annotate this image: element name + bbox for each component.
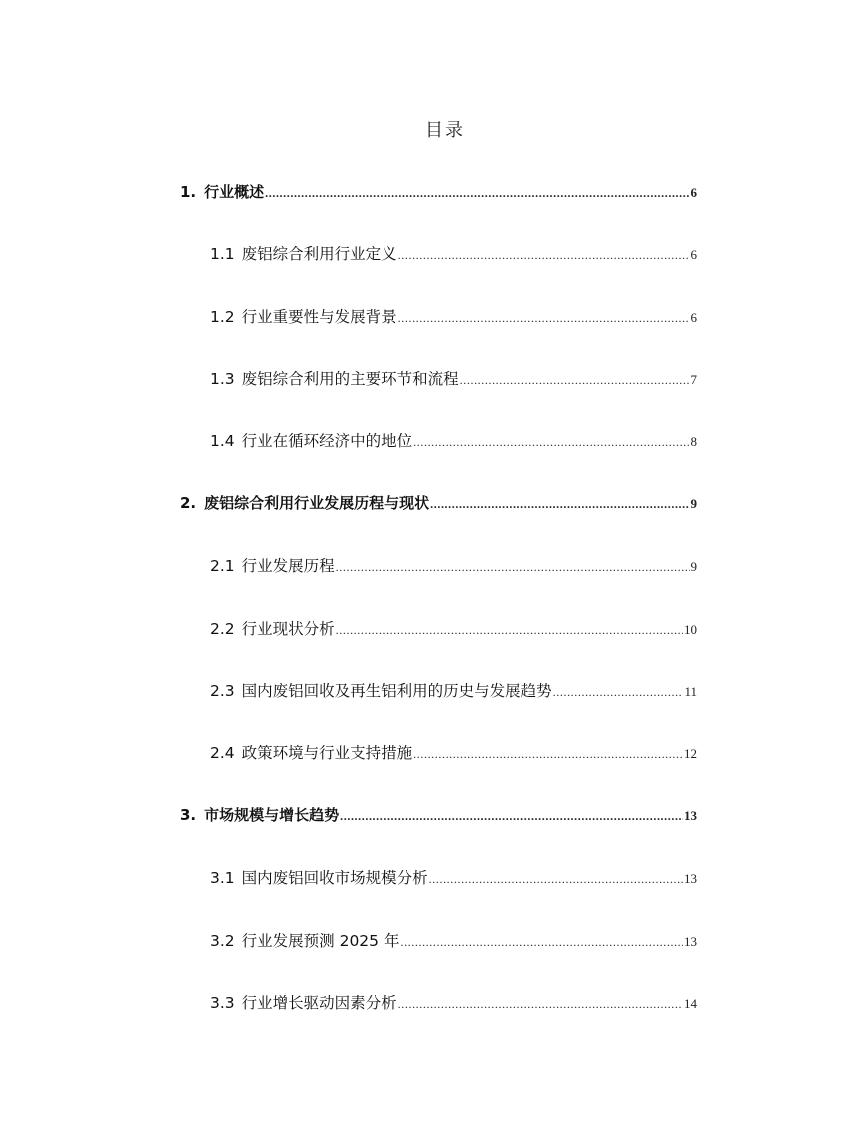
toc-entry-page: 13 — [684, 871, 697, 886]
toc-entry-2-1[interactable] — [210, 554, 697, 578]
toc-entry-label: 行业发展历程 — [241, 557, 335, 575]
toc-entry-page: 7 — [690, 372, 697, 387]
toc-entry-number: 2.3 — [210, 682, 235, 700]
toc-entry-label: 行业发展预测 2025 年 — [241, 932, 400, 950]
toc-entry-1-3[interactable] — [210, 367, 697, 391]
dot-leader — [400, 930, 683, 954]
toc-entry-number: 3.3 — [210, 994, 235, 1012]
toc-entry-label: 国内废铝回收市场规模分析 — [241, 869, 428, 887]
toc-entry-label: 废铝综合利用行业定义 — [241, 245, 397, 263]
toc-entry-page: 6 — [690, 310, 697, 325]
toc-entry-label: 废铝综合利用的主要环节和流程 — [241, 370, 459, 388]
toc-entry-number: 3. — [180, 806, 197, 824]
toc-entry-number: 1.3 — [210, 370, 235, 388]
toc-entry-label: 行业现状分析 — [241, 620, 335, 638]
toc-entry-number: 1.4 — [210, 432, 235, 450]
dot-leader — [340, 804, 683, 828]
dot-leader — [553, 680, 684, 704]
dot-leader — [413, 430, 689, 454]
toc-entry-label: 行业在循环经济中的地位 — [241, 432, 413, 450]
toc-entry-label: 行业重要性与发展背景 — [241, 308, 397, 326]
toc-entry-2[interactable] — [180, 491, 697, 515]
toc-entry-page: 6 — [690, 185, 697, 200]
dot-leader — [398, 992, 683, 1016]
toc-entry-2-2[interactable] — [210, 617, 697, 641]
toc-entry-number: 2. — [180, 494, 197, 512]
toc-entry-page: 10 — [684, 622, 697, 637]
toc-entry-label: 政策环境与行业支持措施 — [241, 744, 413, 762]
toc-entry-3-3[interactable] — [210, 991, 697, 1015]
toc-entry-number: 1.1 — [210, 245, 235, 263]
toc-entry-page: 8 — [690, 434, 697, 449]
toc-entry-number: 2.1 — [210, 557, 235, 575]
toc-entry-2-4[interactable] — [210, 741, 697, 765]
toc-entry-label: 行业概述 — [204, 183, 265, 201]
toc-entry-1-2[interactable] — [210, 305, 697, 329]
toc-entry-label: 行业增长驱动因素分析 — [241, 994, 397, 1012]
dot-leader — [429, 867, 683, 891]
toc-entry-3-2[interactable] — [210, 929, 697, 953]
dot-leader — [336, 618, 683, 642]
toc-entry-1[interactable] — [180, 180, 697, 204]
dot-leader — [413, 742, 683, 766]
toc-entry-page: 9 — [690, 559, 697, 574]
toc-entry-1-4[interactable] — [210, 429, 697, 453]
dot-leader — [265, 181, 689, 205]
toc-title: 目录 — [425, 120, 465, 141]
toc-entry-number: 3.1 — [210, 869, 235, 887]
dot-leader — [398, 306, 690, 330]
toc-entry-page: 13 — [684, 934, 697, 949]
dot-leader — [430, 492, 689, 516]
toc-entry-1-1[interactable] — [210, 242, 697, 266]
toc-entry-2-3[interactable] — [210, 679, 697, 703]
toc-entry-label: 废铝综合利用行业发展历程与现状 — [204, 494, 430, 512]
toc-entry-number: 2.4 — [210, 744, 235, 762]
toc-entry-page: 13 — [684, 808, 697, 823]
toc-entry-page: 12 — [684, 746, 697, 761]
toc-entry-page: 11 — [684, 684, 697, 699]
toc-entry-number: 1. — [180, 183, 197, 201]
toc-entry-page: 6 — [690, 247, 697, 262]
toc-entry-3[interactable] — [180, 803, 697, 827]
toc-entry-number: 2.2 — [210, 620, 235, 638]
toc-entry-label: 市场规模与增长趋势 — [204, 806, 340, 824]
toc-entry-number: 1.2 — [210, 308, 235, 326]
toc-entry-page: 14 — [684, 996, 697, 1011]
toc-entry-page: 9 — [690, 496, 697, 511]
dot-leader — [460, 368, 690, 392]
toc-entry-number: 3.2 — [210, 932, 235, 950]
toc-entry-3-1[interactable] — [210, 866, 697, 890]
dot-leader — [398, 243, 690, 267]
toc-entry-label: 国内废铝回收及再生铝利用的历史与发展趋势 — [241, 682, 552, 700]
dot-leader — [336, 555, 690, 579]
